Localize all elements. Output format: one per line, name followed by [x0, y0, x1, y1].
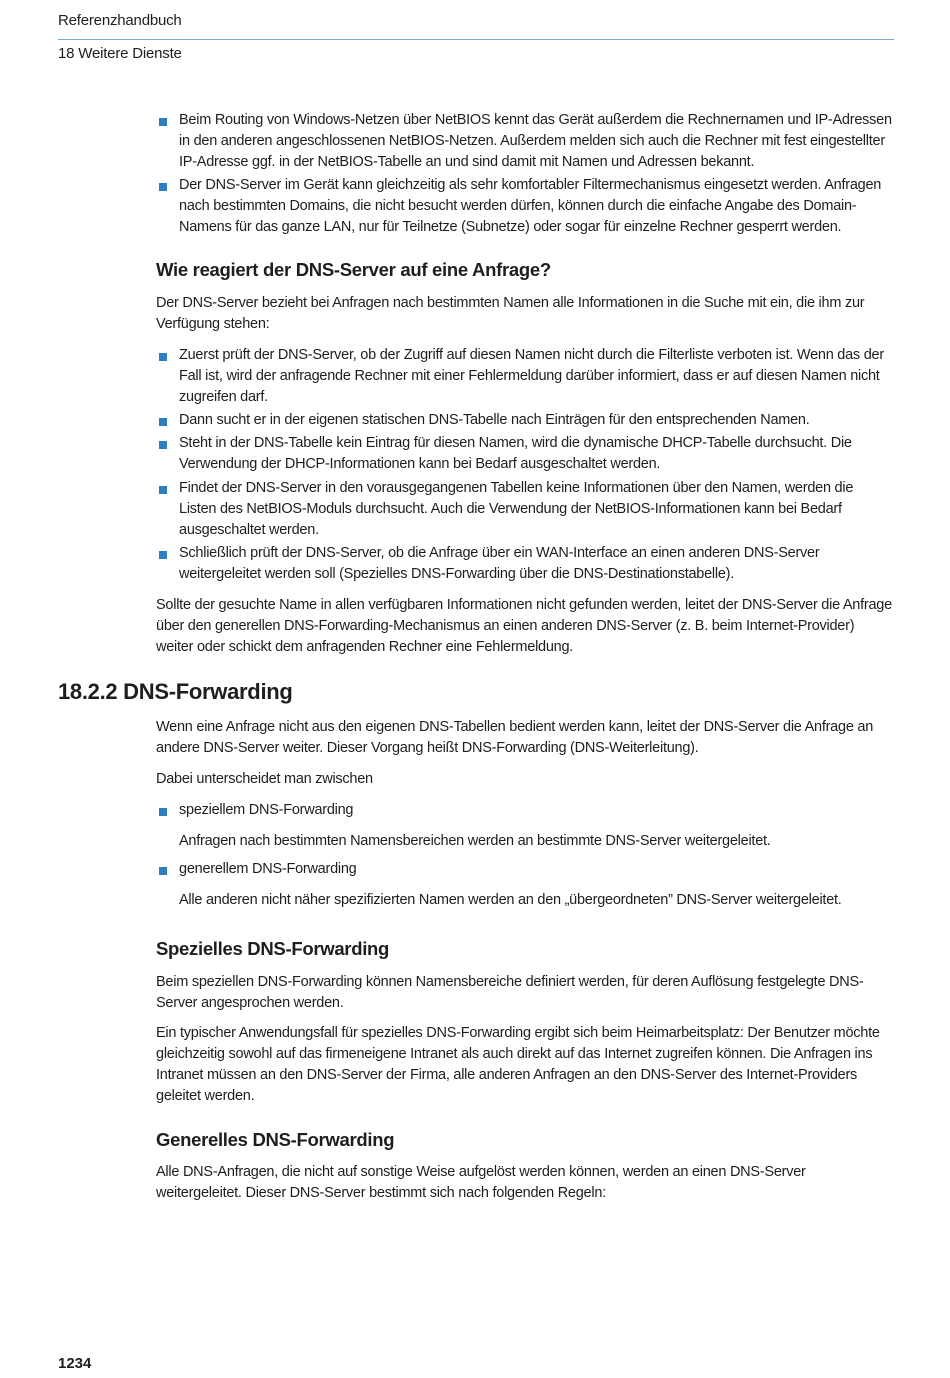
running-header-chapter: 18 Weitere Dienste: [58, 45, 182, 62]
paragraph: Wenn eine Anfrage nicht aus den eigenen DNS-Tabellen bedient werden kann, leitet der DNS-Server die Anfrage an andere DNS-Server weiter. Dieser Vorgang heißt DNS-Forwarding (DNS-Weiterleitung).: [156, 719, 874, 756]
bullet-marker: [159, 808, 167, 816]
bullet-marker: [159, 486, 167, 494]
list-item: Beim Routing von Windows-Netzen über NetBIOS kennt das Gerät außerdem die Rechnernamen und IP-Adressen in den anderen angeschlossenen NetBIOS-Netzen. Außerdem melden sich auch die Rechner mit fest eingestellter IP-Adresse ggf. in der NetBIOS-Tabelle an und sind damit mit Namen und Adressen bekannt.: [179, 112, 892, 170]
bullet-marker: [159, 418, 167, 426]
list-item: Zuerst prüft der DNS-Server, ob der Zugriff auf diesen Namen nicht durch die Filterliste verboten ist. Wenn das der Fall ist, wird der anfragende Rechner mit einer Fehlermeldung darüber informiert, dass er auf diesen Namen nicht zugreifen darf.: [179, 347, 884, 405]
page-number: 1234: [58, 1355, 92, 1372]
paragraph: Alle DNS-Anfragen, die nicht auf sonstige Weise aufgelöst werden können, werden an einen DNS-Server weitergeleitet. Dieser DNS-Server bestimmt sich nach folgenden Regeln:: [156, 1164, 806, 1201]
section-heading: Generelles DNS-Forwarding: [156, 1129, 395, 1150]
bullet-marker: [159, 867, 167, 875]
paragraph: Sollte der gesuchte Name in allen verfügbaren Informationen nicht gefunden werden, leitet der DNS-Server die Anfrage über den generellen DNS-Forwarding-Mechanismus an einen anderen DNS-Server (z. B. beim Internet-Provider) weiter oder schickt dem anfragenden Rechner eine Fehlermeldung.: [156, 597, 892, 655]
list-item-term: speziellem DNS-Forwarding: [179, 802, 354, 818]
bullet-marker: [159, 183, 167, 191]
paragraph: Dabei unterscheidet man zwischen: [156, 771, 373, 787]
header-rule: [58, 39, 894, 40]
paragraph: Ein typischer Anwendungsfall für spezielles DNS-Forwarding ergibt sich beim Heimarbeitsplatz: Der Benutzer möchte gleichzeitig sowohl auf das firmeneigene Intranet als auch direkt auf das Internet zugreifen können. Die Anfragen ins Intranet müssen an den DNS-Server der Firma, alle anderen Anfragen an den DNS-Server des Internet-Providers geleitet werden.: [156, 1025, 880, 1104]
paragraph: Beim speziellen DNS-Forwarding können Namensbereiche definiert werden, für deren Auflösung festgelegte DNS-Server angesprochen werden.: [156, 974, 864, 1011]
bullet-marker: [159, 118, 167, 126]
list-item: Schließlich prüft der DNS-Server, ob die Anfrage über ein WAN-Interface an einen anderen DNS-Server weitergeleitet werden soll (Spezielles DNS-Forwarding über die DNS-Destinationstabelle).: [179, 545, 820, 582]
bullet-marker: [159, 353, 167, 361]
section-heading: Spezielles DNS-Forwarding: [156, 938, 390, 959]
chapter-heading: 18.2.2 DNS-Forwarding: [58, 679, 293, 704]
list-item: Steht in der DNS-Tabelle kein Eintrag für diesen Namen, wird die dynamische DHCP-Tabelle durchsucht. Die Verwendung der DHCP-Informationen kann bei Bedarf ausgeschaltet werden.: [179, 435, 852, 472]
section-heading: Wie reagiert der DNS-Server auf eine Anfrage?: [156, 259, 551, 280]
list-item: Findet der DNS-Server in den vorausgegangenen Tabellen keine Informationen über den Namen, werden die Listen des NetBIOS-Moduls durchsucht. Auch die Verwendung der NetBIOS-Informationen kann bei Bedarf ausgeschaltet werden.: [179, 480, 854, 538]
bullet-marker: [159, 441, 167, 449]
bullet-marker: [159, 551, 167, 559]
paragraph: Der DNS-Server bezieht bei Anfragen nach bestimmten Namen alle Informationen in die Suche mit ein, die ihm zur Verfügung stehen:: [156, 295, 865, 332]
list-item-description: Alle anderen nicht näher spezifizierten Namen werden an den „übergeordneten” DNS-Server weitergeleitet.: [179, 892, 842, 908]
list-item: Dann sucht er in der eigenen statischen DNS-Tabelle nach Einträgen für den entsprechenden Namen.: [179, 412, 810, 428]
list-item-term: generellem DNS-Forwarding: [179, 861, 357, 877]
running-header-title: Referenzhandbuch: [58, 12, 182, 29]
list-item: Der DNS-Server im Gerät kann gleichzeitig als sehr komfortabler Filtermechanismus eingesetzt werden. Anfragen nach bestimmten Domains, die nicht besucht werden dürfen, können durch die einfache Angabe des Domain-Namens für das ganze LAN, nur für Teilnetze (Subnetze) oder sogar für einzelne Rechner gesperrt werden.: [179, 177, 882, 235]
list-item-description: Anfragen nach bestimmten Namensbereichen werden an bestimmte DNS-Server weitergeleitet.: [179, 833, 771, 849]
